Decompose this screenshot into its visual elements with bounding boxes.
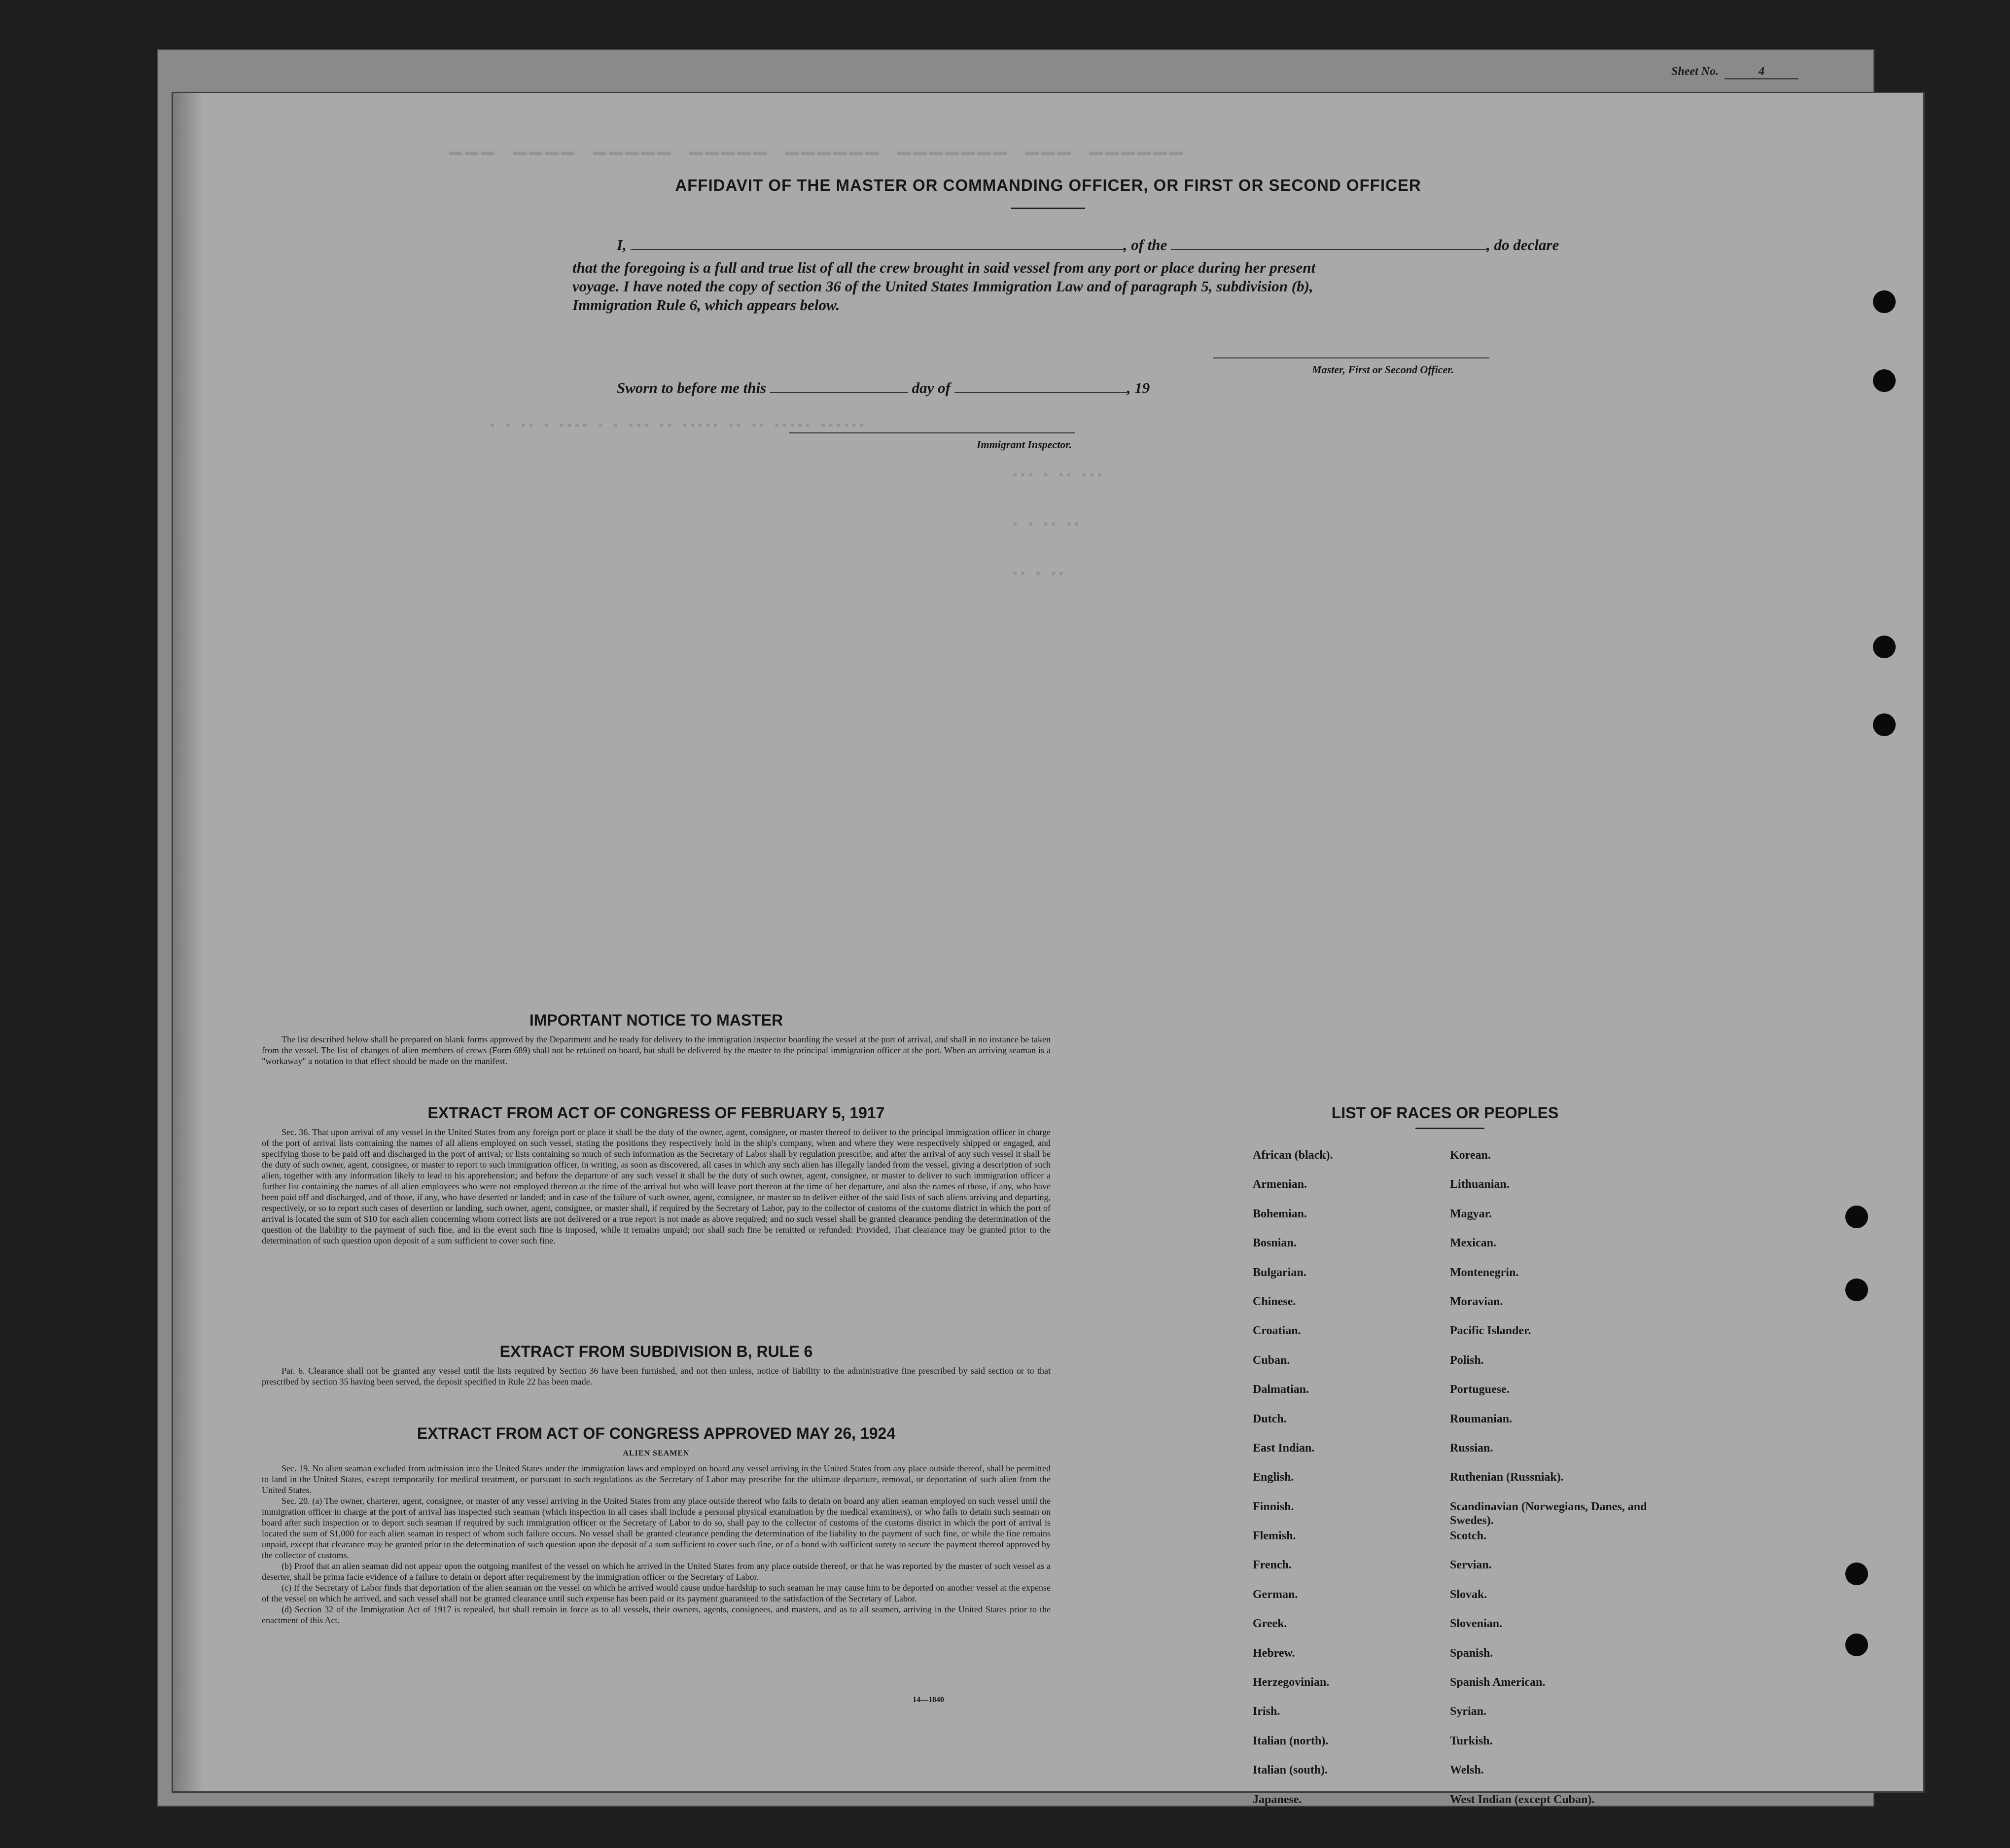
races-left-column [1253,1148,1450,1822]
race-item: African (black). [1253,1149,1333,1162]
race-item: Croatian. [1253,1324,1301,1338]
affidavit-declare: , do declare [1486,236,1559,253]
race-item: Japanese. [1253,1793,1302,1806]
year-text: , 19 [1127,379,1150,396]
affidavit-i: I, [617,236,627,253]
race-item: Pacific Islander. [1450,1324,1531,1338]
section-36-paragraph: Sec. 36. That upon arrival of any vessel in the United States from any foreign port or place it shall be the duty of the owner, agent, consignee, or master thereof to deliver to the principal immigration officer in charge of the port of arrival lists containing the names of all aliens employed on such vessel, stating the positions they respectively hold in the ship's company, when and where they were respectively shipped or engaged, and specifying those to be paid off and discharged in the port of arrival; or lists containing so much of such information as the Secretary of Labor shall by regulation prescribe; and after the arrival of any such vessel it shall be the duty of such owner, agent, consignee, or master to report to such immigration officer, in writing, as soon as discovered, all cases in which any such alien has illegally landed from the vessel, giving a description of such alien, together with any information likely to lead to his apprehension; and before the departure of any such vessel it shall be the duty of such owner, agent, consignee, or master to deliver to such immigration officer a further list containing the names of all alien employees who were not employed thereon at the time of the arrival but who will leave port thereon at the time of her departure, and also the names of those, if any, who have been paid off and discharged, and of those, if any, who have deserted or landed; and in case of the failure of such owner, agent, consignee, or master so to deliver either of the said lists of such aliens arriving and departing, respectively, or so to report such cases of desertion or landing, such owner, agent, consignee, or master shall, if required by the Secretary of Labor, pay to the collector of customs of the customs district in which the port of arrival is located the sum of $10 for each alien concerning whom correct lists are not delivered or a true report is not made as above required; and no such vessel shall be granted clearance pending the determination of the question of the liability to the payment of such fine, and in the event such fine is imposed, while it remains unpaid; nor shall such fine be remitted or refunded: Provided, That clearance may be granted prior to the determination of such question upon deposit of a sum sufficient to cover such fine. [262,1127,1051,1245]
race-item: Slovak. [1450,1588,1487,1601]
notice-paragraph: The list described below shall be prepared on blank forms approved by the Department and be ready for delivery to the immigration inspector boarding the vessel at the port of arrival, and shall in no instance be taken from the vessel. The list of changes of alien members of crews (Form 689) shall not be retained on board, but shall be delivered by the master to the principal immigration officer at the port. When an arriving seaman is a "workaway" a notation to that effect should be made on the manifest. [262,1034,1051,1066]
name-blank [631,249,1124,250]
race-item: Cuban. [1253,1353,1290,1367]
race-item: Lithuanian. [1450,1178,1510,1191]
affidavit-line-1 [617,236,1716,254]
master-caption: Master, First or Second Officer. [1312,363,1454,376]
affidavit-of-the: , of the [1123,236,1167,253]
race-item: Dutch. [1253,1412,1287,1425]
extract-rule6-title: EXTRACT FROM SUBDIVISION B, RULE 6 [499,1343,813,1360]
sheet-number [1671,65,1798,79]
binder-hole [1873,713,1896,736]
extract-rule6-text [262,1365,1051,1387]
binder-hole [1845,1206,1868,1228]
race-item: Bulgarian. [1253,1266,1306,1279]
binder-hole [1873,636,1896,658]
race-item: Italian (north). [1253,1734,1329,1747]
bleed-through: ▪▪ ▪ ▪▪ [1011,567,1065,581]
day-blank [770,392,908,393]
binder-hole [1873,290,1896,313]
race-item: Flemish. [1253,1529,1296,1543]
section-19-paragraph: Sec. 19. No alien seaman excluded from admission into the United States under the immigration laws and employed on board any vessel arriving in the United States from any place outside thereof, shall be permitted to land in the United States, except temporarily for medical treatment, or pursuant to such regulations as the Secretary of Labor may prescribe for the ultimate departure, removal, or deportation of such alien from the United States. [262,1463,1051,1495]
affidavit-line-3: voyage. I have noted the copy of section 36 of the United States Immigration Law and of paragraph 5, subdivision (b), [572,278,1313,295]
race-item: Moravian. [1450,1295,1503,1308]
race-item: Bohemian. [1253,1207,1307,1220]
form-number: 14—1840 [913,1696,944,1704]
inspector-caption: Immigrant Inspector. [977,438,1072,451]
binder-hole [1845,1279,1868,1301]
race-item: Armenian. [1253,1178,1307,1191]
notice-text [262,1034,1051,1066]
bleed-through: ▪ ▪ ▪▪ ▪ ▪▪▪▪ ▪ ▪ ▪▪▪ ▪▪ ▪▪▪▪▪ ▪▪ ▪▪ ▪▪▪▪▪ ▪▪▪▪▪▪ [489,419,866,433]
race-item: Portuguese. [1450,1383,1510,1396]
extract-1917-text [262,1127,1051,1246]
races-title-rule [1415,1128,1484,1129]
master-signature-line [1213,357,1489,358]
page-shadow [173,93,203,1791]
race-item: Chinese. [1253,1295,1296,1308]
inspector-signature-line [789,432,1075,433]
extract-1924-title: EXTRACT FROM ACT OF CONGRESS APPROVED MAY 26, 1924 [417,1424,896,1442]
section-20c-paragraph: (c) If the Secretary of Labor finds that deportation of the alien seaman on the vessel on which he arrived would cause undue hardship to such seaman he may cause him to be deported on another vessel at the expense of the vessel on which he arrived, and such vessel shall not be granted clearance until such expense has been paid or its payment guaranteed to the satisfaction of the Secretary of Labor. [262,1583,1051,1603]
race-item: Scotch. [1450,1529,1486,1543]
sheet-number-label: Sheet No. [1671,65,1719,78]
race-item: West Indian (except Cuban). [1450,1793,1595,1806]
month-blank [954,392,1127,393]
bleed-through: ▪▪▪ ▪ ▪▪ ▪▪▪ [1011,468,1104,483]
sworn-line [617,379,1258,397]
alien-seamen-subtitle: ALIEN SEAMEN [623,1449,690,1457]
paragraph-6: Par. 6. Clearance shall not be granted any vessel until the lists required by Section 36 have been furnished, and not then unless, notice of liability to the administrative fine prescribed by said section or to that prescribed by section 35 having been served, the deposit specified in Rule 22 has been made. [262,1366,1051,1386]
vessel-blank [1171,249,1486,250]
binder-hole [1845,1634,1868,1656]
race-item: Korean. [1450,1149,1491,1162]
race-item: French. [1253,1559,1292,1572]
race-item: Spanish. [1450,1646,1493,1660]
section-20d-paragraph: (d) Section 32 of the Immigration Act of 1917 is repealed, but shall remain in force as to all vessels, their owners, agents, consignees, and masters, and as to all seamen, arriving in the United States prior to the enactment of this Act. [262,1604,1051,1625]
race-item: Slovenian. [1450,1617,1503,1631]
race-item: German. [1253,1588,1298,1601]
race-item: Irish. [1253,1705,1280,1718]
race-item: Roumanian. [1450,1412,1513,1425]
race-item: English. [1253,1471,1294,1484]
race-item: Turkish. [1450,1734,1493,1747]
day-of-text: day of [912,379,951,396]
races-title: LIST OF RACES OR PEOPLES [1331,1104,1559,1122]
races-right-column [1450,1148,1657,1822]
affidavit-line-4: Immigration Rule 6, which appears below. [572,296,840,314]
bleed-through: ▪ ▪ ▪▪ ▪▪ [1011,517,1081,532]
race-item: Spanish American. [1450,1676,1546,1689]
race-item: Polish. [1450,1353,1484,1367]
race-item: Magyar. [1450,1207,1492,1220]
affidavit-line-2: that the foregoing is a full and true list of all the crew brought in said vessel from any port or place during her present [572,259,1316,276]
race-item: Herzegovinian. [1253,1676,1330,1689]
notice-title: IMPORTANT NOTICE TO MASTER [529,1011,783,1029]
race-item: Scandinavian (Norwegians, Danes, and Swedes). [1450,1500,1647,1527]
race-item: Greek. [1253,1617,1287,1631]
sheet-number-value: 4 [1725,65,1798,79]
race-item: Dalmatian. [1253,1383,1309,1396]
title-rule [1011,208,1085,209]
race-item: Syrian. [1450,1705,1487,1718]
affidavit-title: AFFIDAVIT OF THE MASTER OR COMMANDING OFFICER, OR FIRST OR SECOND OFFICER [675,176,1421,194]
race-item: Welsh. [1450,1764,1484,1777]
bleed-through: ▔▔▔ ▔▔▔▔ ▔▔▔▔▔ ▔▔▔▔▔ ▔▔▔▔▔▔ ▔▔▔▔▔▔▔ ▔▔▔ ▔▔▔▔▔▔ [449,154,1186,179]
extract-1924-text [262,1463,1051,1626]
binder-hole [1873,369,1896,392]
race-item: Bosnian. [1253,1237,1297,1250]
race-item: Servian. [1450,1559,1492,1572]
manifest-page [172,92,1925,1806]
race-item: Italian (south). [1253,1764,1328,1777]
race-item: East Indian. [1253,1441,1315,1455]
race-item: Ruthenian (Russniak). [1450,1471,1564,1484]
race-item: Russian. [1450,1441,1493,1455]
race-item: Mexican. [1450,1237,1496,1250]
race-item: Finnish. [1253,1500,1294,1513]
section-20b-paragraph: (b) Proof that an alien seaman did not appear upon the outgoing manifest of the vessel on which he arrived in the United States from any place outside thereof, or that he was reported by the master of such vessel as a deserter, shall be prima facie evidence of a failure to detain or deport after requirement by the immigration officer or the Secretary of Labor. [262,1561,1051,1582]
binder-hole [1845,1563,1868,1585]
sworn-text: Sworn to before me this [617,379,767,396]
extract-1917-title: EXTRACT FROM ACT OF CONGRESS OF FEBRUARY 5, 1917 [427,1104,885,1122]
race-item: Montenegrin. [1450,1266,1519,1279]
section-20a-paragraph: Sec. 20. (a) The owner, charterer, agent, consignee, or master of any vessel arriving in the United States from any place outside thereof who fails to detain on board any alien seaman employed on such vessel until the immigration officer in charge at the port of arrival has inspected such seaman (which inspection in all cases shall include a personal physical examination by the medical examiners), or who fails to detain such seaman on board after such inspection or to deport such seaman if required by such immigration officer or the Secretary of Labor to do so, shall pay to the collector of customs of the customs district in which the port of arrival is located the sum of $1,000 for each alien seaman in respect of whom such failure occurs. No vessel shall be granted clearance pending the determination of the liability to the payment of such fine, or while the fine remains unpaid, except that clearance may be granted prior to the determination of such question upon the deposit of a sum sufficient to cover such fine, or of a bond with sufficient surety to secure the payment thereof approved by the collector of customs. [262,1496,1051,1560]
race-item: Hebrew. [1253,1646,1295,1660]
